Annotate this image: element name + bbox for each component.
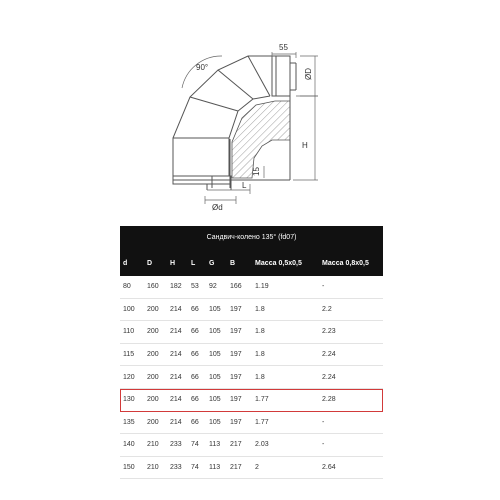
- dimension-outer-diameter-label: ØD: [304, 68, 313, 80]
- cell-D: 200: [147, 351, 159, 359]
- cell-mass-05: 1.77: [255, 418, 269, 426]
- cell-mass-08: -: [322, 283, 325, 291]
- column-header-G: G: [209, 259, 215, 267]
- cell-mass-05: 1.19: [255, 283, 269, 291]
- cell-H: 214: [170, 305, 182, 313]
- cell-G: 105: [209, 328, 221, 336]
- cell-D: 200: [147, 396, 159, 404]
- cell-D: 160: [147, 283, 159, 291]
- column-header-H: H: [170, 259, 176, 267]
- cell-B: 197: [230, 373, 242, 381]
- cell-D: 200: [147, 328, 159, 336]
- cell-H: 214: [170, 396, 182, 404]
- cell-B: 166: [230, 283, 242, 291]
- cell-mass-08: -: [322, 418, 325, 426]
- cell-H: 214: [170, 351, 182, 359]
- cell-d: 120: [123, 373, 135, 381]
- cell-G: 92: [209, 283, 217, 291]
- table-body: [120, 276, 383, 479]
- table-row: [120, 366, 383, 389]
- cell-B: 197: [230, 396, 242, 404]
- dimension-15-label: 15: [252, 167, 261, 176]
- spec-table: [120, 226, 383, 479]
- table-row: [120, 412, 383, 435]
- cell-H: 233: [170, 464, 182, 472]
- cell-G: 113: [209, 464, 221, 472]
- dimension-inner-diameter-label: Ød: [212, 203, 223, 212]
- cell-mass-05: 1.77: [255, 396, 269, 404]
- cell-G: 113: [209, 441, 221, 449]
- table-header: [120, 250, 383, 276]
- cell-L: 74: [191, 464, 199, 472]
- column-header-mass-08: Масса 0,8х0,5: [322, 259, 369, 267]
- table-row: [120, 276, 383, 299]
- cell-H: 233: [170, 441, 182, 449]
- cell-mass-05: 2.03: [255, 441, 269, 449]
- cell-D: 210: [147, 464, 159, 472]
- table-row: [120, 457, 383, 480]
- cell-mass-08: 2.2: [322, 305, 332, 313]
- cell-mass-08: 2.23: [322, 328, 336, 336]
- cell-L: 66: [191, 373, 199, 381]
- cell-d: 130: [123, 396, 135, 404]
- cell-L: 66: [191, 351, 199, 359]
- column-header-D: D: [147, 259, 153, 267]
- cell-D: 200: [147, 418, 159, 426]
- dimension-length-label: L: [242, 181, 247, 190]
- angle-label: 90°: [196, 63, 209, 72]
- cell-B: 217: [230, 464, 242, 472]
- cell-H: 214: [170, 373, 182, 381]
- cell-L: 66: [191, 396, 199, 404]
- cell-d: 140: [123, 441, 135, 449]
- cell-B: 197: [230, 351, 242, 359]
- cell-mass-05: 1.8: [255, 305, 265, 313]
- cell-d: 100: [123, 305, 135, 313]
- dimension-55-label: 55: [279, 43, 288, 52]
- column-header-d: d: [123, 259, 128, 267]
- cell-mass-08: 2.24: [322, 351, 336, 359]
- cell-d: 80: [123, 283, 131, 291]
- cell-mass-05: 1.8: [255, 328, 265, 336]
- cell-L: 66: [191, 328, 199, 336]
- cell-L: 66: [191, 305, 199, 313]
- cell-G: 105: [209, 373, 221, 381]
- elbow-technical-drawing: [0, 0, 500, 225]
- cell-L: 53: [191, 283, 199, 291]
- cell-L: 66: [191, 418, 199, 426]
- cell-G: 105: [209, 305, 221, 313]
- cell-D: 210: [147, 441, 159, 449]
- column-header-mass-05: Масса 0,5х0,5: [255, 259, 302, 267]
- cell-B: 217: [230, 441, 242, 449]
- table-row: [120, 299, 383, 322]
- cell-G: 105: [209, 418, 221, 426]
- cell-mass-05: 1.8: [255, 373, 265, 381]
- cell-G: 105: [209, 351, 221, 359]
- cell-mass-08: 2.64: [322, 464, 336, 472]
- column-header-L: L: [191, 259, 196, 267]
- cell-B: 197: [230, 328, 242, 336]
- cell-d: 115: [123, 351, 135, 359]
- cell-H: 182: [170, 283, 182, 291]
- cell-D: 200: [147, 305, 159, 313]
- cell-mass-08: 2.24: [322, 373, 336, 381]
- dimension-height-label: H: [302, 141, 308, 150]
- cell-mass-08: 2.28: [322, 396, 336, 404]
- table-row: [120, 434, 383, 457]
- cell-d: 110: [123, 328, 135, 336]
- cell-mass-05: 2: [255, 464, 259, 472]
- cell-d: 135: [123, 418, 135, 426]
- cell-mass-08: -: [322, 441, 325, 449]
- cell-B: 197: [230, 305, 242, 313]
- table-title: Сандвич-колено 135° (fd07): [120, 226, 383, 250]
- cell-D: 200: [147, 373, 159, 381]
- cell-H: 214: [170, 418, 182, 426]
- cell-mass-05: 1.8: [255, 351, 265, 359]
- cell-L: 74: [191, 441, 199, 449]
- cell-H: 214: [170, 328, 182, 336]
- cell-B: 197: [230, 418, 242, 426]
- table-row: [120, 321, 383, 344]
- column-header-B: B: [230, 259, 236, 267]
- table-row: [120, 344, 383, 367]
- cell-d: 150: [123, 464, 135, 472]
- cell-G: 105: [209, 396, 221, 404]
- table-row-highlighted: [120, 389, 383, 412]
